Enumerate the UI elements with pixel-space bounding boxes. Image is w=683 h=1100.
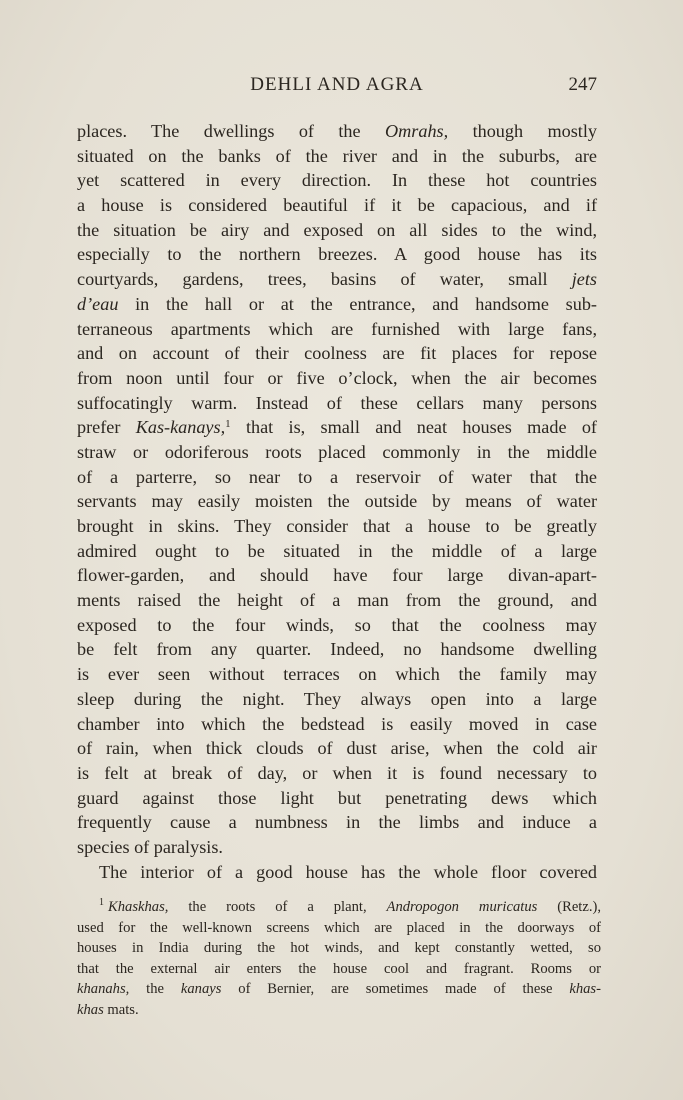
text-line bbox=[77, 465, 597, 490]
text-segment: mats. bbox=[103, 1001, 139, 1018]
text-line bbox=[77, 415, 597, 440]
text-segment: though mostly bbox=[448, 121, 597, 141]
text-line bbox=[77, 440, 597, 465]
footnote-line bbox=[77, 979, 601, 1000]
text-segment: of a parterre, so near to a reservoir of water that the bbox=[77, 466, 597, 487]
text-segment: ments raised the height of a man from the ground, and bbox=[77, 590, 597, 611]
text-segment: is felt at break of day, or when it is found necessary to bbox=[77, 762, 597, 783]
text-line bbox=[77, 539, 597, 564]
footnote-line bbox=[77, 897, 601, 918]
footnote-line bbox=[77, 1000, 601, 1021]
text-line bbox=[77, 712, 597, 737]
text-line bbox=[77, 144, 597, 169]
text-line bbox=[77, 662, 597, 687]
text-line bbox=[77, 860, 597, 885]
text-segment: The interior of a good house has the whole floor covered bbox=[99, 861, 597, 882]
text-segment: servants may easily moisten the outside by means of water bbox=[77, 491, 597, 512]
text-line bbox=[77, 391, 597, 416]
page-number: 247 bbox=[568, 74, 597, 95]
text-segment: situated on the banks of the river and in the suburbs, are bbox=[77, 145, 597, 166]
text-segment: in the hall or at the entrance, and handsome sub- bbox=[118, 293, 597, 314]
text-segment: used for the well-known screens which are placed in the doorways of bbox=[77, 919, 601, 936]
text-line bbox=[77, 810, 597, 835]
page-header bbox=[77, 74, 597, 98]
text-segment: courtyards, gardens, trees, basins of water, small bbox=[77, 269, 572, 290]
text-line bbox=[77, 218, 597, 243]
text-line bbox=[77, 687, 597, 712]
text-segment: the situation be airy and exposed on all sides to the wind, bbox=[77, 219, 597, 240]
running-head: DEHLI AND AGRA bbox=[250, 74, 424, 95]
text-segment: frequently cause a numbness in the limbs and induce a bbox=[77, 812, 597, 833]
text-segment: prefer bbox=[77, 417, 136, 438]
text-segment: (Retz.), bbox=[537, 899, 601, 915]
text-segment: guard against those light but penetrating dews which bbox=[77, 787, 597, 808]
text-line bbox=[77, 168, 597, 193]
text-line bbox=[77, 267, 597, 292]
text-segment: and on account of their coolness are fit places for repose bbox=[77, 343, 597, 364]
text-segment: be felt from any quarter. Indeed, no handsome dwelling bbox=[77, 639, 597, 660]
text-line bbox=[77, 193, 597, 218]
text-line bbox=[77, 835, 597, 860]
text-segment: from noon until four or five o’clock, when the air becomes bbox=[77, 367, 597, 388]
text-segment: admired ought to be situated in the middle of a large bbox=[77, 540, 597, 561]
text-line bbox=[77, 514, 597, 539]
text-segment: of Bernier, are sometimes made of these bbox=[221, 981, 570, 997]
text-segment: flower-garden, and should have four large divan-apart- bbox=[77, 565, 597, 586]
text-segment: especially to the northern breezes. A good house has its bbox=[77, 244, 597, 265]
italic-text: khas bbox=[77, 1001, 104, 1018]
text-line bbox=[77, 736, 597, 761]
text-segment: of rain, when thick clouds of dust arise, when the cold air bbox=[77, 738, 597, 759]
text-segment: that is, small and neat houses made of bbox=[230, 417, 597, 438]
text-line bbox=[77, 119, 597, 144]
text-segment: sleep during the night. They always open into a large bbox=[77, 688, 597, 709]
text-line bbox=[77, 292, 597, 317]
text-segment: a house is considered beautiful if it be capacious, and if bbox=[77, 195, 597, 216]
text-segment: exposed to the four winds, so that the coolness may bbox=[77, 614, 597, 635]
text-line bbox=[77, 588, 597, 613]
text-segment: places. The dwellings of the bbox=[77, 121, 385, 141]
italic-text: khanahs, bbox=[77, 981, 130, 997]
text-line bbox=[77, 613, 597, 638]
text-segment: the roots of a plant, bbox=[168, 899, 387, 915]
text-line bbox=[77, 317, 597, 342]
text-line bbox=[77, 761, 597, 786]
text-segment: yet scattered in every direction. In these hot countries bbox=[77, 170, 597, 191]
italic-text: Omrahs, bbox=[385, 121, 449, 141]
text-segment: is ever seen without terraces on which the family may bbox=[77, 664, 597, 685]
italic-text: kanays bbox=[180, 981, 222, 997]
italic-text: Andropogon muricatus bbox=[386, 899, 538, 915]
italic-text: Kas-kanays, bbox=[135, 417, 226, 438]
text-segment: that the external air enters the house cool and fragrant. Rooms or bbox=[77, 960, 601, 977]
footnote-reference: 1 bbox=[225, 418, 231, 431]
footnote-line bbox=[77, 918, 601, 939]
text-line bbox=[77, 242, 597, 267]
text-segment: brought in skins. They consider that a house to be greatly bbox=[77, 516, 597, 536]
footnote-line bbox=[77, 959, 601, 980]
text-segment: chamber into which the bedstead is easily moved in case bbox=[77, 713, 597, 734]
text-segment: suffocatingly warm. Instead of these cellars many persons bbox=[77, 392, 597, 413]
italic-text: d’eau bbox=[77, 293, 119, 314]
text-line bbox=[77, 341, 597, 366]
italic-text: Khaskhas, bbox=[108, 899, 169, 915]
footnote-line bbox=[77, 938, 601, 959]
text-line bbox=[77, 563, 597, 588]
footnote-marker: 1 bbox=[99, 897, 104, 908]
footnote bbox=[77, 897, 601, 1020]
text-segment: terraneous apartments which are furnished with large fans, bbox=[77, 318, 597, 339]
italic-text: khas- bbox=[569, 981, 601, 997]
text-line bbox=[77, 786, 597, 811]
text-line bbox=[77, 366, 597, 391]
italic-text: jets bbox=[571, 269, 597, 290]
text-segment: the bbox=[129, 981, 181, 997]
text-line bbox=[77, 637, 597, 662]
text-segment: houses in India during the hot winds, and kept constantly wetted, so bbox=[77, 940, 601, 956]
text-line bbox=[77, 489, 597, 514]
text-segment: straw or odoriferous roots placed commonly in the middle bbox=[77, 441, 597, 462]
body-text bbox=[77, 119, 597, 884]
text-segment: species of paralysis. bbox=[77, 836, 223, 857]
